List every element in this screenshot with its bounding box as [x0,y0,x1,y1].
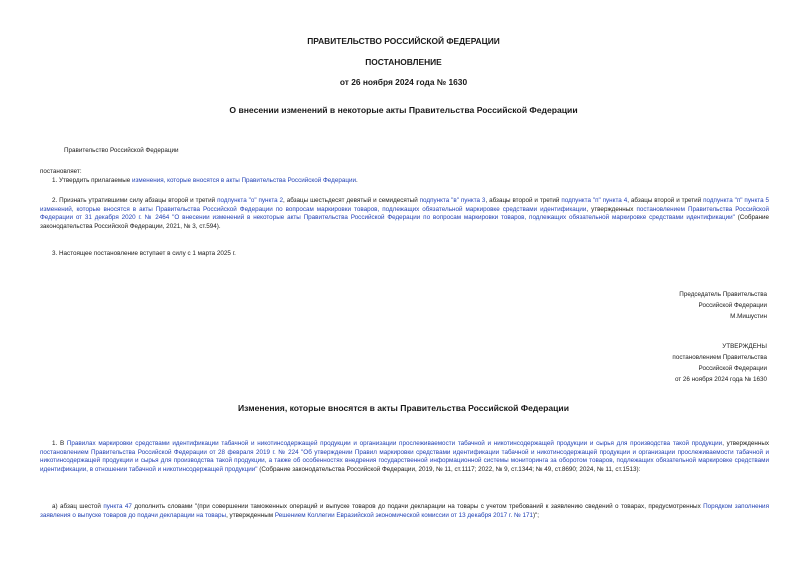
eec-decision-171-link[interactable]: Решением Коллегии Евразийской экономической комиссии от 13 декабря 2017 г. № 171 [274,511,533,519]
signature-block [679,290,767,321]
signature-name: М.Мишустин [730,313,767,320]
change-1-text-a: 1. В [52,440,67,447]
paragraph-1-end: . [355,177,358,184]
resolution-2464-link[interactable]: постановлением Правительства Российской Федерации от 31 декабря 2020 г. № 2464 "О внесении изменений в некоторые акты Правительства Российской Федерации по вопросам маркировки товаров, подлежащих обязательной маркировке средствами идентификации" [40,205,770,222]
signature-country: Российской Федерации [698,302,767,309]
signature-position: Председатель Правительства [679,291,767,298]
change-1-text-c: (Собрание законодательства Российской Федерации, 2019, № 11, ст.1117; 2022, № 9, ст.1344; № 49, ст.8690; 2024, № 11, ст.1513): [257,466,641,474]
subpoint-p-point-4-link[interactable]: подпункта "п" пункта 4 [561,197,628,204]
intro-text: Правительство Российской Федерации [64,147,179,154]
subpoint-o-point-2-link[interactable]: подпункта "о" пункта 2 [217,197,284,204]
document-title: О внесении изменений в некоторые акты Правительства Российской Федерации [229,105,578,115]
application-procedure-link[interactable]: Порядком заполнения заявления о выпуске товаров до подачи декларации на товары [40,503,769,519]
date-number-heading: от 26 ноября 2024 года № 1630 [339,77,468,87]
subpoint-v-point-3-link[interactable]: подпункта "в" пункта 3 [419,197,486,204]
paragraph-3: 3. Настоящее постановление вступает в силу с 1 марта 2025 г. [52,250,236,257]
approval-block [672,342,767,384]
paragraph-2-text-a: 2. Признать утратившими силу абзацы второй и третий [52,197,218,204]
approval-date: от 26 ноября 2024 года № 1630 [674,376,767,383]
point-47-link[interactable]: пункта 47 [103,503,132,510]
approval-label: УТВЕРЖДЕНЫ [722,343,767,350]
tobacco-rules-link[interactable]: Правилах маркировки средствами идентификации табачной и никотинсодержащей продукции и организации прослеживаемости табачной и никотинсодержащей продукции и сырья для производства такой продукции [66,440,723,447]
change-1-text-b: , утвержденных [722,440,770,447]
change-item-a [40,503,769,520]
paragraph-1-text: 1. Утвердить прилагаемые [52,177,132,184]
decides-text: постановляет: [40,168,82,175]
change-a-text-b: дополнить словами "(при совершении таможенных операций и выпуске товаров до подачи декларации на товары с учетом требований к заявлению сведений о товарах, предусмотренных [131,503,704,510]
change-item-1 [40,440,769,475]
change-a-text-c: , утвержденным [226,511,275,519]
changes-link[interactable]: изменения, которые вносятся в акты Правительства Российской Федерации [132,177,356,184]
paragraph-2 [40,197,769,232]
paragraph-2-text-f: (Собрание законодательства Российской Федерации, 2021, № 3, ст.594). [40,214,769,231]
paragraph-2-text-e: , утвержденных [586,205,637,213]
paragraph-2-text-d: , абзацы второй и третий [627,197,704,204]
resolution-224-link[interactable]: постановлением Правительства Российской Федерации от 28 февраля 2019 г. № 224 "Об утверждении Правил маркировки средствами идентификации табачной и никотинсодержащей продукции и организации прослеживаемости табачной и никотинсодержащей продукции и сырья для производства такой продукции, а также об особенностях внедрения государственной информационной системы мониторинга за оборотом товаров, подлежащих обязательной маркировке средствами идентификации, в отношении табачной и никотинсодержащей продукции" [40,448,769,474]
changes-title: Изменения, которые вносятся в акты Правительства Российской Федерации [237,403,569,413]
document-type-heading: ПОСТАНОВЛЕНИЕ [365,57,442,67]
government-heading: ПРАВИТЕЛЬСТВО РОССИЙСКОЙ ФЕДЕРАЦИИ [307,36,500,46]
change-a-text-d: )"; [532,511,540,519]
approval-by: постановлением Правительства [672,354,767,361]
paragraph-1 [52,177,767,186]
approval-country: Российской Федерации [698,365,767,372]
paragraph-2-text-b: , абзацы шестьдесят девятый и семидесятый [283,197,420,204]
subpoint-p-point-5-link[interactable]: подпункта "п" пункта 5 изменений, которые вносятся в акты Правительства Российской Федерации по вопросам маркировки товаров, подлежащих обязательной маркировке средствами идентификации [40,197,769,213]
change-a-text-a: а) абзац шестой [52,503,104,510]
paragraph-2-text-c: , абзацы второй и третий [485,197,562,204]
